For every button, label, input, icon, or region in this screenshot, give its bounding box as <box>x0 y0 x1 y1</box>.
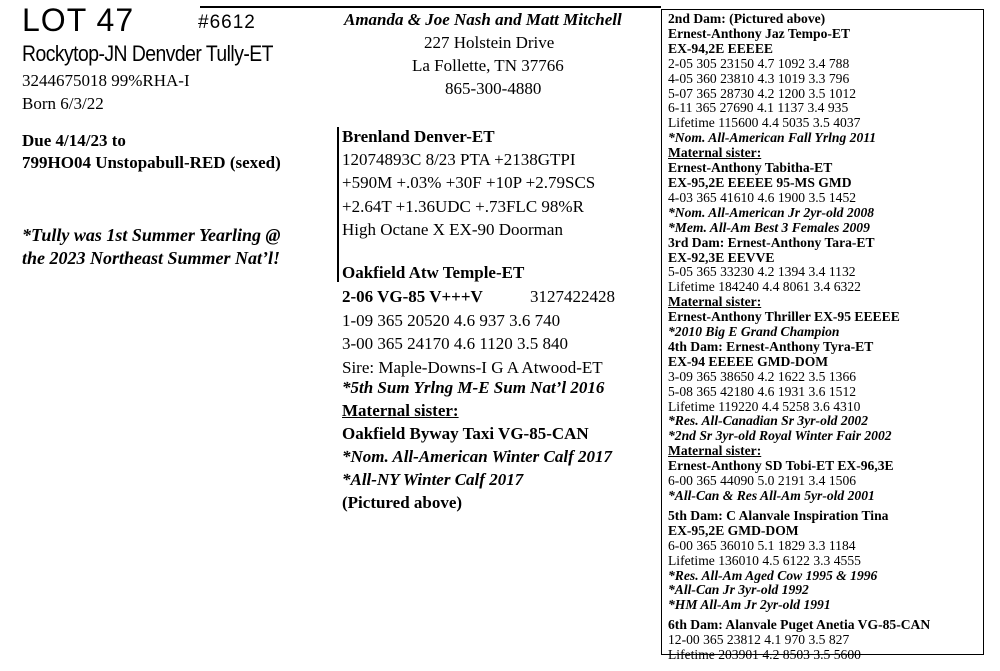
pedigree-line: 2-05 305 23150 4.7 1092 3.4 788 <box>668 55 850 71</box>
pedigree-line: *2nd Sr 3yr-old Royal Winter Fair 2002 <box>668 428 892 444</box>
pedigree-line: 12-00 365 23812 4.1 970 3.5 827 <box>668 632 850 648</box>
pedigree-line: Lifetime 184240 4.4 8061 3.4 6322 <box>668 279 861 295</box>
highlight-line-1: *Tully was 1st Summer Yearling @ <box>22 225 281 245</box>
pedigree-line: 3rd Dam: Ernest-Anthony Tara-ET <box>668 234 875 250</box>
sire-dam-divider <box>337 127 339 282</box>
dam-classification: 2-06 VG-85 V+++V <box>342 287 483 306</box>
dam-sister-award: *All-NY Winter Calf 2017 <box>342 470 524 489</box>
pedigree-line: *2010 Big E Grand Champion <box>668 324 840 340</box>
top-rule <box>200 6 661 8</box>
due-line-2: 799HO04 Unstopabull-RED (sexed) <box>22 153 281 172</box>
pedigree-line: 4-03 365 41610 4.6 1900 3.5 1452 <box>668 189 857 205</box>
animal-registration: 3244675018 99%RHA-I <box>22 71 190 90</box>
pedigree-line: 4th Dam: Ernest-Anthony Tyra-ET <box>668 338 874 354</box>
pedigree-line: EX-94 EEEEE GMD-DOM <box>668 353 829 369</box>
dam-name: Oakfield Atw Temple-ET <box>342 263 525 282</box>
owner-names: Amanda & Joe Nash and Matt Mitchell <box>344 10 622 29</box>
dam-record: 3-00 365 24170 4.6 1120 3.5 840 <box>342 334 569 354</box>
owner-city: La Follette, TN 37766 <box>412 56 564 75</box>
lot-label: LOT 47 <box>22 2 135 38</box>
pedigree-line: Maternal sister: <box>668 145 762 161</box>
pedigree-line: Ernest-Anthony Tabitha-ET <box>668 160 833 176</box>
pedigree-line: *Nom. All-American Jr 2yr-old 2008 <box>668 204 875 220</box>
dam-id: 3127422428 <box>530 287 615 306</box>
pedigree-line: *Nom. All-American Fall Yrlng 2011 <box>668 130 877 146</box>
pedigree-line: Ernest-Anthony SD Tobi-ET EX-96,3E <box>668 458 894 474</box>
pedigree-line: EX-95,2E EEEEE 95-MS GMD <box>668 174 852 190</box>
due-line-1: Due 4/14/23 to <box>22 131 126 150</box>
pedigree-line: *All-Can & Res All-Am 5yr-old 2001 <box>668 488 875 503</box>
pedigree-line: EX-94,2E EEEEE <box>668 40 773 56</box>
animal-born: Born 6/3/22 <box>22 94 104 113</box>
pedigree-line: Ernest-Anthony Thriller EX-95 EEEEE <box>668 309 900 325</box>
pedigree-line: EX-92,3E EEVVE <box>668 249 775 265</box>
pedigree-line: Lifetime 115600 4.4 5035 3.5 4037 <box>668 115 861 131</box>
dam-sister-heading: Maternal sister: <box>342 401 459 420</box>
dam-record: 1-09 365 20520 4.6 937 3.6 740 <box>342 311 561 330</box>
highlight-line-2: the 2023 Northeast Summer Nat’l! <box>22 248 281 268</box>
lot-number: #6612 <box>198 12 256 33</box>
pedigree-line: 6-00 365 44090 5.0 2191 3.4 1506 <box>668 473 857 489</box>
pedigree-line: 4-05 360 23810 4.3 1019 3.3 796 <box>668 70 850 86</box>
pedigree-line: Ernest-Anthony Jaz Tempo-ET <box>668 25 851 41</box>
pedigree-line: Lifetime 119220 4.4 5258 3.6 4310 <box>668 398 861 414</box>
pedigree-line: 6-11 365 27690 4.1 1137 3.4 935 <box>668 100 849 116</box>
dam-sister-award: *Nom. All-American Winter Calf 2017 <box>342 447 612 466</box>
dam-sire-line: Sire: Maple-Downs-I G A Atwood-ET <box>342 357 603 377</box>
pedigree-line: 6th Dam: Alanvale Puget Anetia VG-85-CAN <box>668 617 931 633</box>
pedigree-line: Maternal sister: <box>668 443 762 459</box>
pedigree-line: 3-09 365 38650 4.2 1622 3.5 1366 <box>668 368 857 384</box>
pedigree-line: *All-Can Jr 3yr-old 1992 <box>668 582 809 598</box>
pedigree-line: Lifetime 136010 4.5 6122 3.3 4555 <box>668 552 861 568</box>
sire-line: 12074893C 8/23 PTA +2138GTPI <box>342 150 576 169</box>
dam-records <box>342 309 603 379</box>
dam-sister-name: Oakfield Byway Taxi VG-85-CAN <box>342 424 589 443</box>
sire-line: High Octane X EX-90 Doorman <box>342 219 563 239</box>
dam-pictured: (Pictured above) <box>342 493 463 512</box>
dam-award: *5th Sum Yrlng M-E Sum Nat’l 2016 <box>342 378 605 397</box>
pedigree-list <box>668 12 930 663</box>
owner-street: 227 Holstein Drive <box>424 33 555 52</box>
pedigree-line: Lifetime 203901 4.2 8503 3.5 5600 <box>668 647 861 663</box>
pedigree-line: 5-05 365 33230 4.2 1394 3.4 1132 <box>668 264 856 280</box>
pedigree-line: *Res. All-Canadian Sr 3yr-old 2002 <box>668 413 869 429</box>
sire-line: +2.64T +1.36UDC +.73FLC 98%R <box>342 196 584 216</box>
pedigree-line: 2nd Dam: (Pictured above) <box>668 11 826 26</box>
sire-line: +590M +.03% +30F +10P +2.79SCS <box>342 173 596 193</box>
animal-name: Rockytop-JN Denvder Tully-ET <box>22 41 273 66</box>
pedigree-line: Maternal sister: <box>668 294 762 310</box>
pedigree-line: *Mem. All-Am Best 3 Females 2009 <box>668 219 870 235</box>
owner-phone: 865-300-4880 <box>445 79 542 98</box>
pedigree-line: EX-95,2E GMD-DOM <box>668 522 799 538</box>
pedigree-line: *HM All-Am Jr 2yr-old 1991 <box>668 597 831 613</box>
sire-name: Brenland Denver-ET <box>342 127 495 146</box>
pedigree-line: 5th Dam: C Alanvale Inspiration Tina <box>668 507 889 523</box>
pedigree-line: 6-00 365 36010 5.1 1829 3.3 1184 <box>668 537 856 553</box>
sire-details <box>342 148 595 241</box>
pedigree-line: *Res. All-Am Aged Cow 1995 & 1996 <box>668 567 878 583</box>
pedigree-line: 5-08 365 42180 4.6 1931 3.6 1512 <box>668 383 857 399</box>
pedigree-line: 5-07 365 28730 4.2 1200 3.5 1012 <box>668 85 857 101</box>
